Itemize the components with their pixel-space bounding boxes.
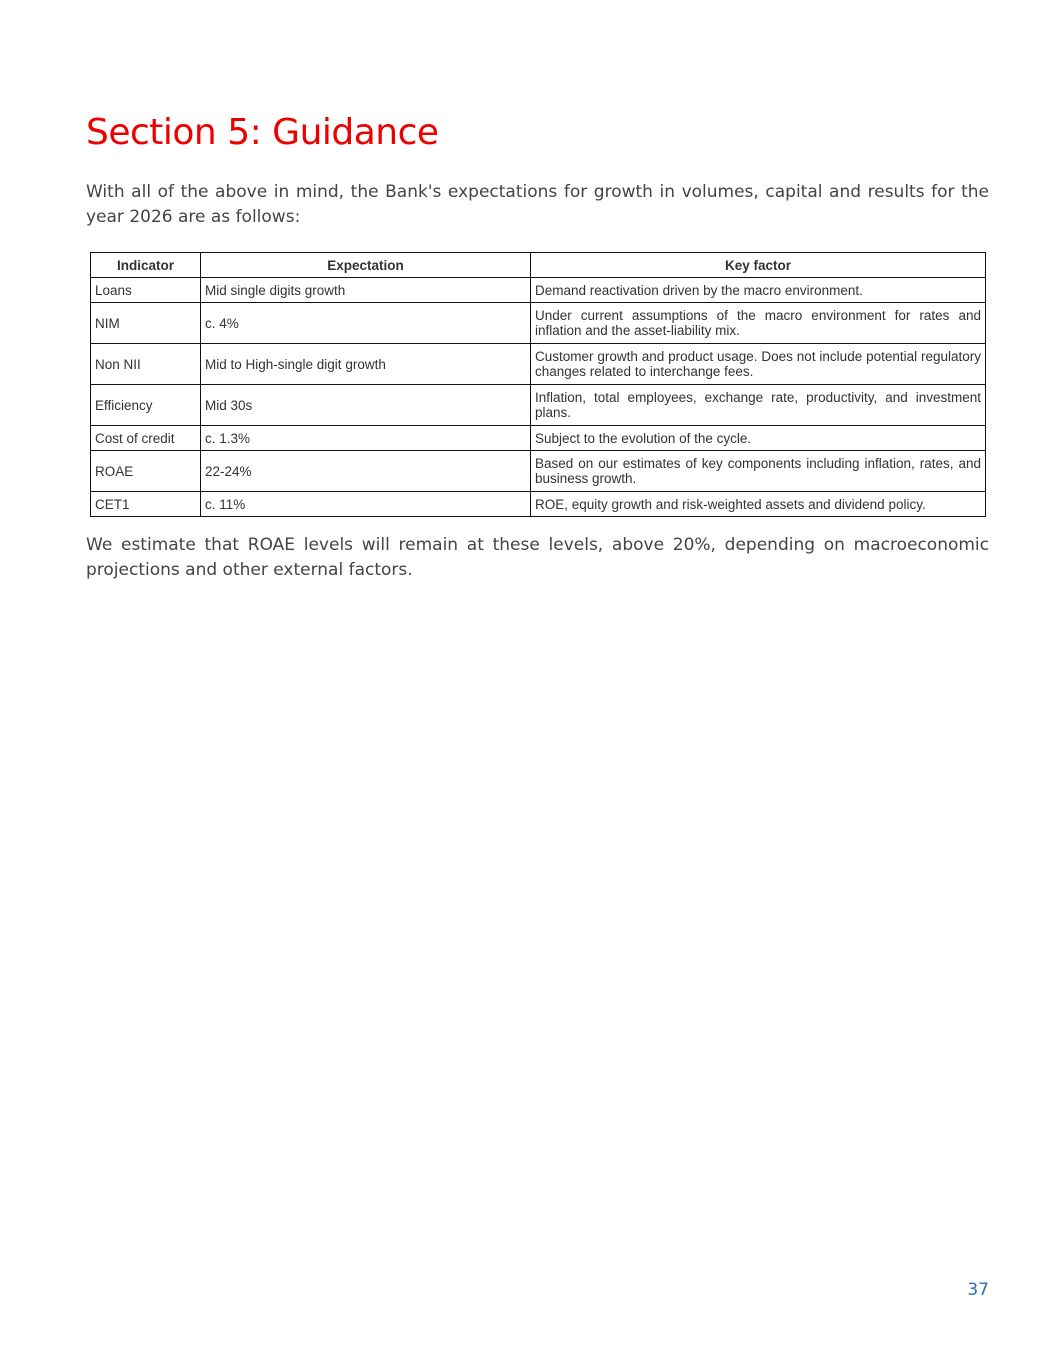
indicator-cell: Loans <box>91 278 201 303</box>
key-factor-cell: Customer growth and product usage. Does not include potential regulatory changes related to interchange fees. <box>531 344 986 385</box>
guidance-table <box>90 252 986 517</box>
table-row <box>91 451 986 492</box>
key-factor-cell: Demand reactivation driven by the macro environment. <box>531 278 986 303</box>
expectation-cell: c. 4% <box>201 303 531 344</box>
table-row <box>91 385 986 426</box>
indicator-cell: Efficiency <box>91 385 201 426</box>
section-title: Section 5: Guidance <box>86 112 439 153</box>
key-factor-cell: Based on our estimates of key components including inflation, rates, and business growth. <box>531 451 986 492</box>
indicator-cell: Cost of credit <box>91 426 201 451</box>
key-factor-cell: Under current assumptions of the macro environment for rates and inflation and the asset-liability mix. <box>531 303 986 344</box>
indicator-cell: NIM <box>91 303 201 344</box>
expectation-cell: 22-24% <box>201 451 531 492</box>
table-row <box>91 303 986 344</box>
table-row <box>91 426 986 451</box>
header-expectation: Expectation <box>201 253 531 278</box>
expectation-cell: Mid single digits growth <box>201 278 531 303</box>
indicator-cell: Non NII <box>91 344 201 385</box>
key-factor-cell: Subject to the evolution of the cycle. <box>531 426 986 451</box>
intro-paragraph: With all of the above in mind, the Bank's expectations for growth in volumes, capital and results for the year 2026 are as follows: <box>86 182 989 227</box>
indicator-cell: ROAE <box>91 451 201 492</box>
expectation-cell: c. 1.3% <box>201 426 531 451</box>
header-indicator: Indicator <box>91 253 201 278</box>
table-row <box>91 278 986 303</box>
expectation-cell: c. 11% <box>201 492 531 517</box>
expectation-cell: Mid 30s <box>201 385 531 426</box>
table-header-row <box>91 253 986 278</box>
key-factor-cell: Inflation, total employees, exchange rate, productivity, and investment plans. <box>531 385 986 426</box>
header-key-factor: Key factor <box>531 253 986 278</box>
outro-paragraph: We estimate that ROAE levels will remain at these levels, above 20%, depending on macroeconomic projections and other external factors. <box>86 535 989 580</box>
key-factor-cell: ROE, equity growth and risk-weighted assets and dividend policy. <box>531 492 986 517</box>
table-row <box>91 344 986 385</box>
expectation-cell: Mid to High-single digit growth <box>201 344 531 385</box>
table-row <box>91 492 986 517</box>
page-number: 37 <box>967 1280 989 1300</box>
indicator-cell: CET1 <box>91 492 201 517</box>
